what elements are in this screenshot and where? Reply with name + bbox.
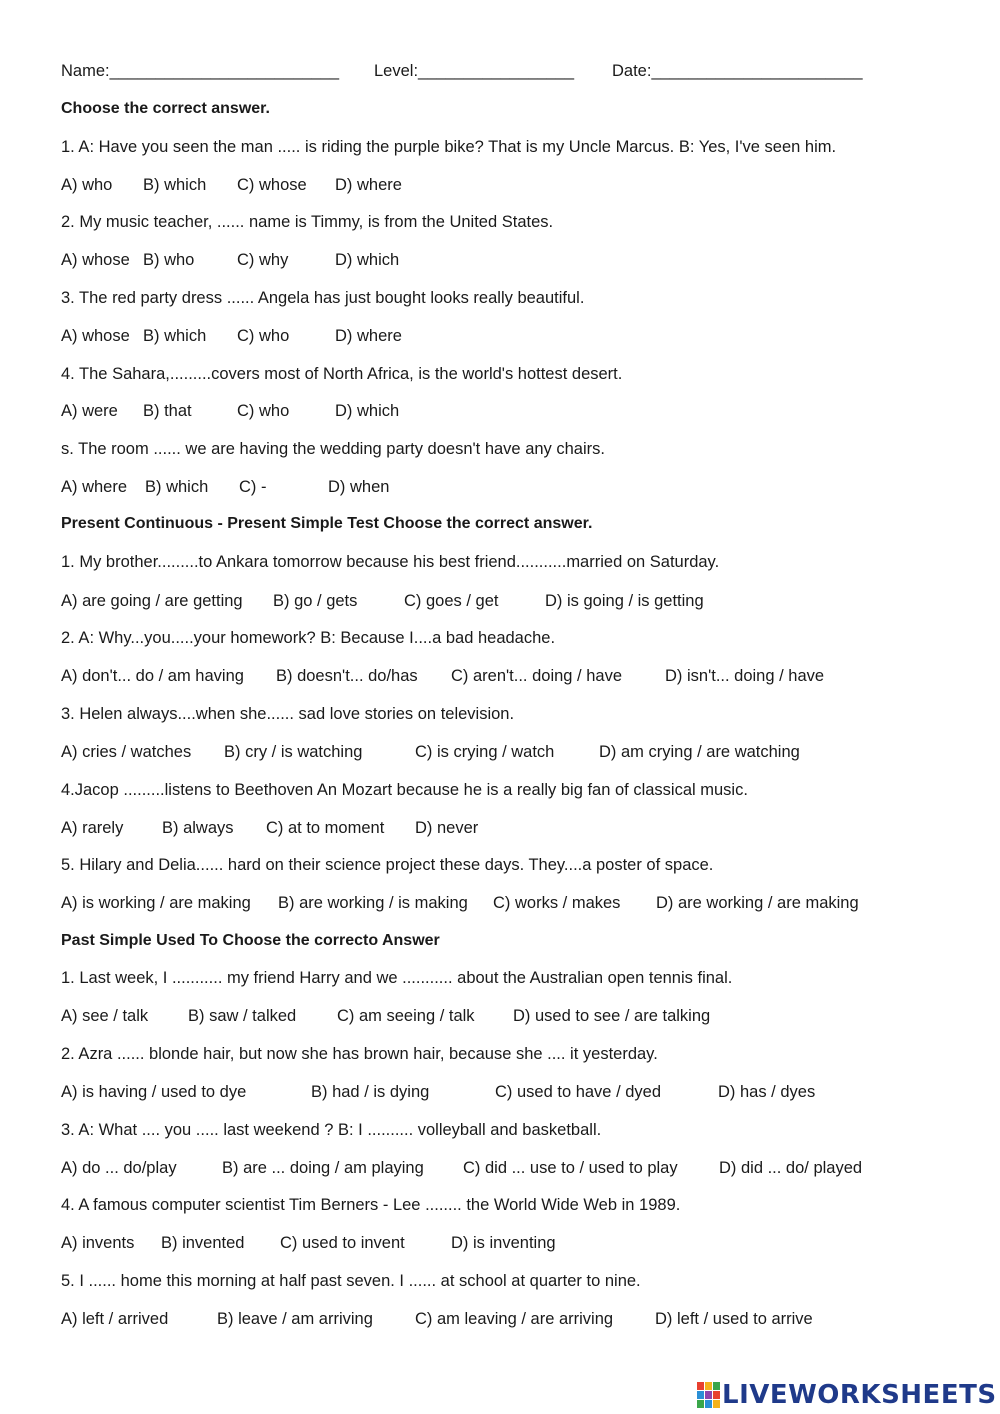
answer-option[interactable]: D) when bbox=[328, 478, 390, 496]
answer-option[interactable]: A) left / arrived bbox=[61, 1310, 169, 1328]
answer-option[interactable]: A) are going / are getting bbox=[61, 592, 243, 610]
answer-option[interactable]: B) invented bbox=[161, 1234, 245, 1252]
logo-text: LIVEWORKSHEETS bbox=[722, 1380, 997, 1410]
answer-option[interactable]: C) - bbox=[239, 478, 267, 496]
question-text: 1. My brother.........to Ankara tomorrow because his best friend...........married on Saturday. bbox=[61, 553, 720, 571]
question-text: 2. My music teacher, ...... name is Timmy, is from the United States. bbox=[61, 213, 554, 231]
question-text: 4. The Sahara,.........covers most of North Africa, is the world's hottest desert. bbox=[61, 365, 623, 383]
answer-option[interactable]: D) is inventing bbox=[451, 1234, 556, 1252]
question-text: s. The room ...... we are having the wedding party doesn't have any chairs. bbox=[61, 440, 605, 458]
answer-option[interactable]: B) which bbox=[145, 478, 209, 496]
answer-option[interactable]: C) aren't... doing / have bbox=[451, 667, 622, 685]
name-field[interactable] bbox=[61, 62, 339, 81]
answer-option[interactable]: B) had / is dying bbox=[311, 1083, 430, 1101]
answer-option[interactable]: C) who bbox=[237, 402, 290, 420]
answer-option[interactable]: D) did ... do/ played bbox=[719, 1159, 863, 1177]
answer-option[interactable]: B) are ... doing / am playing bbox=[222, 1159, 424, 1177]
answer-option[interactable]: C) is crying / watch bbox=[415, 743, 555, 761]
answer-option[interactable]: A) see / talk bbox=[61, 1007, 149, 1025]
answer-option[interactable]: D) which bbox=[335, 251, 400, 269]
answer-option[interactable]: C) why bbox=[237, 251, 289, 269]
answer-option[interactable]: C) used to invent bbox=[280, 1234, 405, 1252]
answer-option[interactable]: A) whose bbox=[61, 251, 130, 269]
question-text: 2. Azra ...... blonde hair, but now she has brown hair, because she .... it yesterday. bbox=[61, 1045, 658, 1063]
answer-option[interactable]: C) am leaving / are arriving bbox=[415, 1310, 614, 1328]
answer-option[interactable]: B) cry / is watching bbox=[224, 743, 363, 761]
question-text: 3. The red party dress ...... Angela has just bought looks really beautiful. bbox=[61, 289, 585, 307]
answer-option[interactable]: D) has / dyes bbox=[718, 1083, 816, 1101]
answer-option[interactable]: C) am seeing / talk bbox=[337, 1007, 475, 1025]
answer-option[interactable]: C) at to moment bbox=[266, 819, 385, 837]
name-label: Name: bbox=[61, 62, 110, 80]
question-text: 4.Jacop .........listens to Beethoven An Mozart because he is a really big fan of classical music. bbox=[61, 781, 748, 799]
date-blank[interactable]: _______________________ bbox=[651, 62, 863, 80]
answer-option[interactable]: C) whose bbox=[237, 176, 307, 194]
level-field[interactable] bbox=[374, 62, 574, 81]
section-title: Present Continuous - Present Simple Test Choose the correct answer. bbox=[61, 515, 593, 532]
answer-option[interactable]: A) do ... do/play bbox=[61, 1159, 177, 1177]
answer-option[interactable]: C) used to have / dyed bbox=[495, 1083, 662, 1101]
answer-option[interactable]: B) doesn't... do/has bbox=[276, 667, 418, 685]
level-blank[interactable]: _________________ bbox=[418, 62, 575, 80]
answer-option[interactable]: A) who bbox=[61, 176, 113, 194]
answer-option[interactable]: D) used to see / are talking bbox=[513, 1007, 711, 1025]
answer-option[interactable]: A) cries / watches bbox=[61, 743, 192, 761]
answer-option[interactable]: D) are working / are making bbox=[656, 894, 859, 912]
answer-option[interactable]: A) rarely bbox=[61, 819, 124, 837]
answer-option[interactable]: D) where bbox=[335, 327, 402, 345]
answer-option[interactable]: C) did ... use to / used to play bbox=[463, 1159, 678, 1177]
answer-option[interactable]: B) leave / am arriving bbox=[217, 1310, 373, 1328]
question-text: 5. Hilary and Delia...... hard on their science project these days. They....a poster of space. bbox=[61, 856, 714, 874]
answer-option[interactable]: B) always bbox=[162, 819, 234, 837]
liveworksheets-logo bbox=[697, 1378, 997, 1412]
question-text: 1. Last week, I ........... my friend Harry and we ........... about the Australian open tennis final. bbox=[61, 969, 733, 987]
liveworksheets-logo-icon bbox=[697, 1382, 719, 1408]
name-blank[interactable]: _________________________ bbox=[109, 62, 340, 80]
answer-option[interactable]: B) saw / talked bbox=[188, 1007, 297, 1025]
question-text: 2. A: Why...you.....your homework? B: Because I....a bad headache. bbox=[61, 629, 556, 647]
answer-option[interactable]: A) is having / used to dye bbox=[61, 1083, 247, 1101]
question-text: 1. A: Have you seen the man ..... is riding the purple bike? That is my Uncle Marcus. B: Yes, I've seen him. bbox=[61, 138, 837, 156]
question-text: 3. Helen always....when she...... sad love stories on television. bbox=[61, 705, 515, 723]
answer-option[interactable]: A) whose bbox=[61, 327, 130, 345]
answer-option[interactable]: B) which bbox=[143, 176, 207, 194]
answer-option[interactable]: B) who bbox=[143, 251, 195, 269]
date-field[interactable] bbox=[612, 62, 863, 81]
date-label: Date: bbox=[612, 62, 652, 80]
section-title: Past Simple Used To Choose the correcto Answer bbox=[61, 932, 440, 949]
section-title: Choose the correct answer. bbox=[61, 100, 270, 117]
answer-option[interactable]: B) which bbox=[143, 327, 207, 345]
question-text: 4. A famous computer scientist Tim Berners - Lee ........ the World Wide Web in 1989. bbox=[61, 1196, 681, 1214]
answer-option[interactable]: D) is going / is getting bbox=[545, 592, 704, 610]
answer-option[interactable]: B) that bbox=[143, 402, 192, 420]
answer-option[interactable]: D) never bbox=[415, 819, 479, 837]
answer-option[interactable]: A) don't... do / am having bbox=[61, 667, 244, 685]
answer-option[interactable]: C) goes / get bbox=[404, 592, 499, 610]
answer-option[interactable]: D) isn't... doing / have bbox=[665, 667, 825, 685]
answer-option[interactable]: C) who bbox=[237, 327, 290, 345]
answer-option[interactable]: D) left / used to arrive bbox=[655, 1310, 813, 1328]
answer-option[interactable]: B) are working / is making bbox=[278, 894, 468, 912]
answer-option[interactable]: C) works / makes bbox=[493, 894, 621, 912]
question-text: 5. I ...... home this morning at half past seven. I ...... at school at quarter to nine. bbox=[61, 1272, 641, 1290]
question-text: 3. A: What .... you ..... last weekend ? B: I .......... volleyball and basketball. bbox=[61, 1121, 602, 1139]
answer-option[interactable]: D) where bbox=[335, 176, 402, 194]
answer-option[interactable]: A) where bbox=[61, 478, 128, 496]
answer-option[interactable]: D) which bbox=[335, 402, 400, 420]
answer-option[interactable]: A) is working / are making bbox=[61, 894, 251, 912]
level-label: Level: bbox=[374, 62, 419, 80]
answer-option[interactable]: A) were bbox=[61, 402, 118, 420]
answer-option[interactable]: D) am crying / are watching bbox=[599, 743, 800, 761]
answer-option[interactable]: B) go / gets bbox=[273, 592, 358, 610]
answer-option[interactable]: A) invents bbox=[61, 1234, 135, 1252]
